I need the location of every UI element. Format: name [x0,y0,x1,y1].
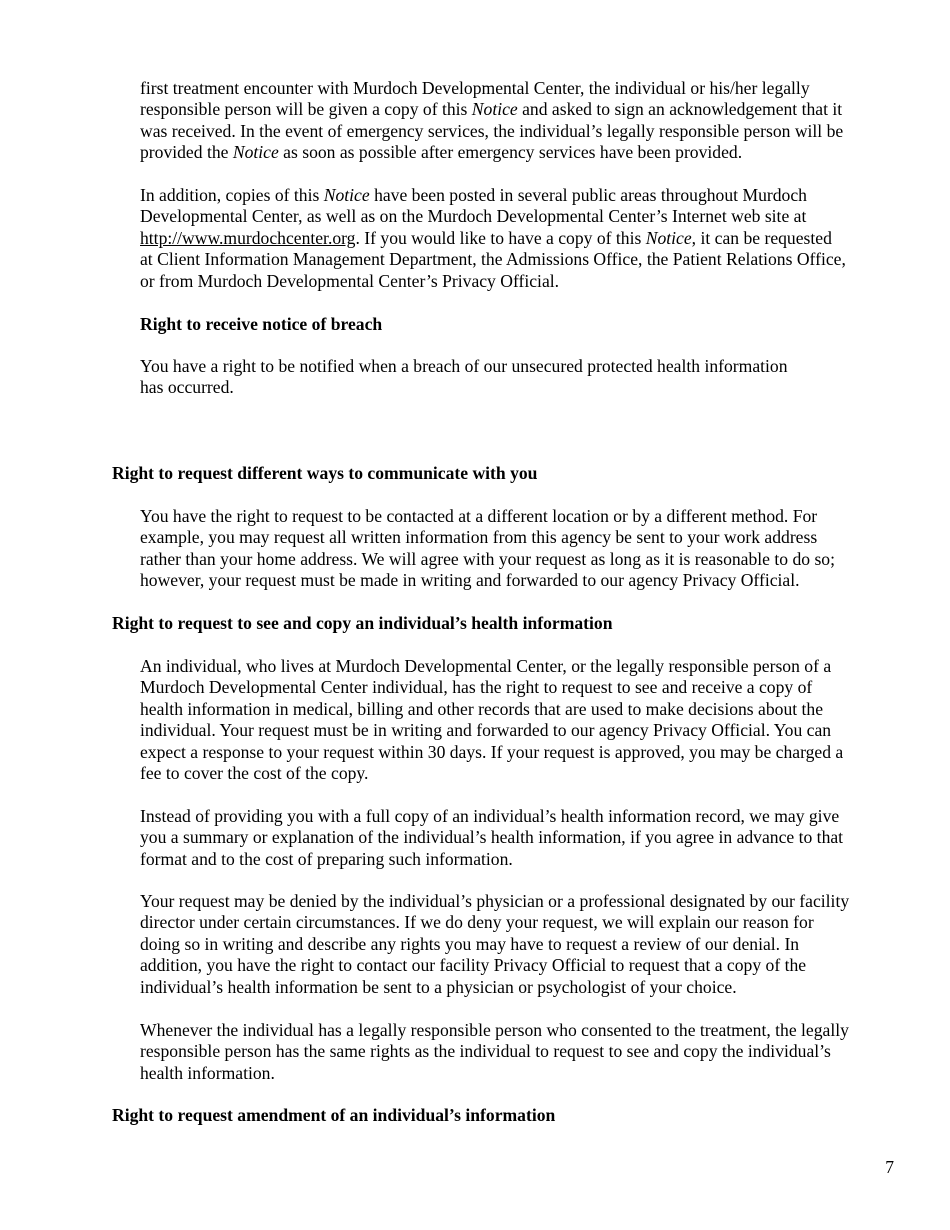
text-line: responsible person has the same rights as the individual to request to see and copy the individual’s [140,1041,831,1062]
heading-notice-of-breach: Right to receive notice of breach [140,314,383,334]
text-line: Whenever the individual has a legally responsible person who consented to the treatment, the legally [140,1020,849,1040]
text-line: however, your request must be made in writing and forwarded to our agency Privacy Official. [140,570,800,591]
text-span: responsible person will be given a copy of this [140,99,472,120]
text-span: . If you would like to have a copy of this [355,227,646,248]
text-span: and asked to sign an acknowledgement that it [517,99,843,120]
text-line: director under certain circumstances. If we do deny your request, we will explain our reason for [140,912,814,933]
text-line: Your request may be denied by the individual’s physician or a professional designated by our facility [140,891,850,911]
notice-italic: Notice [232,142,279,163]
paragraph-notice-copies [140,185,900,292]
text-line: first treatment encounter with Murdoch Developmental Center, the individual or his/her legally [140,78,810,98]
paragraph-see-and-copy [140,656,900,784]
text-line: addition, you have the right to contact our facility Privacy Official to request that a copy of the [140,955,807,976]
notice-italic: Notice [323,185,370,205]
text-span: , it can be requested [691,227,832,248]
website-link[interactable]: http://www.murdochcenter.org [140,227,356,248]
text-line: at Client Information Management Department, the Admissions Office, the Patient Relations Office, [140,249,846,270]
text-span: provided the [140,142,233,163]
text-line [140,185,900,206]
text-line: fee to cover the cost of the copy. [140,763,369,784]
text-line: health information in medical, billing and other records that are used to make decisions about the [140,698,824,719]
text-line: expect a response to your request within 30 days. If your request is approved, you may be charged a [140,741,844,762]
text-line: Developmental Center, as well as on the Murdoch Developmental Center’s Internet web site at [140,206,807,227]
text-line: format and to the cost of preparing such information. [140,848,513,869]
page-number: 7 [885,1157,894,1177]
text-line [140,99,900,120]
text-span: have been posted in several public areas throughout Murdoch [369,185,807,205]
text-line: example, you may request all written information from this agency be sent to your work address [140,527,818,548]
text-line: individual. Your request must be in writing and forwarded to our agency Privacy Official. You can [140,720,832,741]
text-line: doing so in writing and describe any rights you may have to request a review of our denial. In [140,933,800,954]
notice-italic: Notice [471,99,518,120]
paragraph-communicate [140,506,900,592]
text-line: you a summary or explanation of the individual’s health information, if you agree in advance to that [140,827,844,848]
text-line: individual’s health information be sent to a physician or psychologist of your choice. [140,976,737,997]
text-line: You have the right to request to be contacted at a different location or by a different method. For [140,506,818,526]
paragraph-notice-acknowledgement [140,78,900,164]
text-line: An individual, who lives at Murdoch Developmental Center, or the legally responsible person of a [140,656,832,676]
text-line: has occurred. [140,377,234,398]
text-line: health information. [140,1062,275,1083]
text-line: Murdoch Developmental Center individual, has the right to request to see and receive a copy of [140,677,813,698]
text-line: was received. In the event of emergency services, the individual’s legally responsible person will be [140,120,844,141]
paragraph-legally-responsible [140,1020,900,1084]
text-line: or from Murdoch Developmental Center’s Privacy Official. [140,270,560,291]
heading-communicate: Right to request different ways to communicate with you [112,463,538,483]
paragraph-summary [140,806,900,870]
text-span: In addition, copies of this [140,185,324,205]
paragraph-breach [140,356,900,399]
text-line: You have a right to be notified when a breach of our unsecured protected health information [140,356,788,376]
text-span: as soon as possible after emergency services have been provided. [278,142,743,163]
heading-amendment: Right to request amendment of an individual’s information [112,1105,556,1125]
text-line: rather than your home address. We will agree with your request as long as it is reasonable to do so; [140,548,835,569]
text-line [140,142,900,163]
paragraph-denial [140,891,900,998]
text-line [140,228,900,249]
heading-see-and-copy: Right to request to see and copy an individual’s health information [112,613,613,633]
text-line: Instead of providing you with a full copy of an individual’s health information record, we may give [140,806,840,826]
notice-italic: Notice [645,227,692,248]
